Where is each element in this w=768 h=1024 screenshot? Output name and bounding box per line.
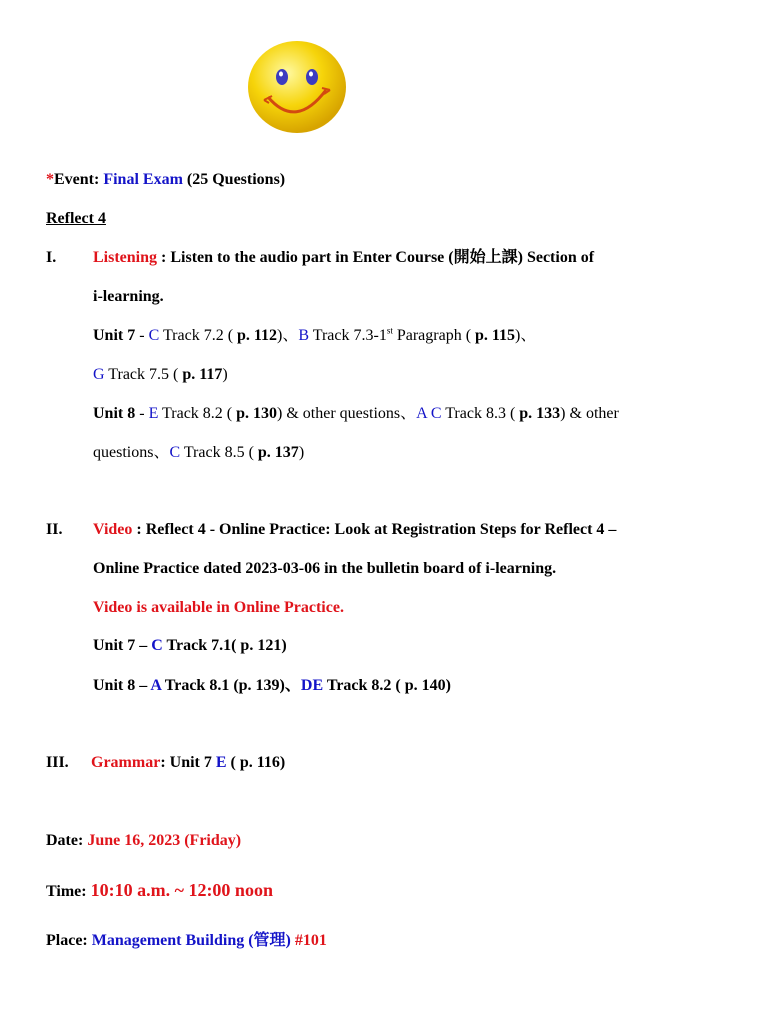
video-unit-7-c: C: [151, 637, 163, 654]
unit-7-c-page: p. 112: [237, 327, 278, 344]
place-label: Place:: [46, 932, 92, 949]
video-label: Video: [93, 521, 133, 538]
section-2-numeral: II.: [46, 521, 63, 538]
unit-8-sep: -: [135, 405, 149, 422]
listening-text-2: i-learning.: [93, 288, 164, 305]
date-label: Date:: [46, 832, 88, 849]
place-line: [46, 931, 327, 951]
unit-7-g-page: p. 117: [182, 366, 223, 383]
unit-8-c-track: Track 8.5 (: [180, 444, 258, 461]
grammar-e: E: [215, 754, 227, 771]
date-line: [46, 831, 241, 851]
smiley-face-icon: [246, 40, 348, 136]
date-value: June 16, 2023 (Friday): [87, 832, 242, 849]
unit-8-c-page: p. 137: [257, 444, 299, 461]
unit-8-ac-rest: ) & other: [560, 405, 619, 422]
video-unit-8-de: DE: [300, 677, 324, 694]
place-building: Management Building (管理): [91, 932, 291, 949]
section-3-line: [91, 753, 285, 773]
unit-8-ac: A C: [416, 405, 442, 422]
event-asterisk: *: [46, 171, 54, 188]
video-note: Video is available in Online Practice.: [93, 599, 344, 616]
video-unit-8-line: [93, 676, 451, 696]
unit-7-g-track: Track 7.5 (: [104, 366, 183, 383]
event-label: Event:: [54, 171, 104, 188]
unit-8-label: Unit 8: [93, 405, 136, 422]
unit-7-b-para: Paragraph (: [392, 327, 476, 344]
unit-8-e: E: [148, 405, 159, 422]
unit-8-e-track: Track 8.2 (: [158, 405, 237, 422]
event-line: [46, 170, 285, 190]
unit-8-c: C: [169, 444, 181, 461]
video-unit-8-de-rest: Track 8.2 ( p. 140): [323, 677, 451, 694]
video-unit-7-dash: –: [135, 637, 152, 654]
section-1-line-1: [93, 248, 594, 268]
unit-8-e-page: p. 130: [236, 405, 278, 422]
unit-7-b-close: )、: [515, 327, 537, 344]
reflect-heading: Reflect 4: [46, 210, 106, 227]
video-unit-8-a: A: [150, 677, 162, 694]
listening-unit-7-line-2: [93, 365, 228, 385]
unit-8-c-close: ): [298, 444, 305, 461]
section-2-line-1: [93, 520, 616, 540]
unit-7-g-close: ): [222, 366, 228, 383]
unit-8-e-rest: ) & other questions、: [277, 405, 417, 422]
unit-7-sep: -: [135, 327, 149, 344]
unit-7-c-close: )、: [277, 327, 299, 344]
section-1-numeral: I.: [46, 249, 57, 266]
time-value: 10:10 a.m. ~ 12:00 noon: [90, 880, 273, 900]
unit-7-c: C: [148, 327, 160, 344]
video-unit-7-label: Unit 7: [93, 637, 136, 654]
unit-8-ac-track: Track 8.3 (: [441, 405, 520, 422]
unit-8-ac-page: p. 133: [519, 405, 561, 422]
listening-label: Listening: [93, 249, 158, 266]
section-3-numeral: III.: [46, 754, 69, 771]
video-text-2: Online Practice dated 2023-03-06 in the bulletin board of i-learning.: [93, 560, 557, 577]
event-title: Final Exam: [103, 171, 183, 188]
time-line: [46, 879, 273, 903]
video-unit-8-label: Unit 8: [93, 677, 136, 694]
listening-text-1: : Listen to the audio part in Enter Course (開始上課) Section of: [157, 249, 595, 266]
unit-7-c-track: Track 7.2 (: [159, 327, 238, 344]
video-unit-7-rest: Track 7.1( p. 121): [162, 637, 287, 654]
video-unit-8-dash: –: [135, 677, 151, 694]
grammar-label: Grammar: [91, 754, 161, 771]
unit-7-b: B: [298, 327, 310, 344]
event-detail: (25 Questions): [182, 171, 286, 188]
unit-7-label: Unit 7: [93, 327, 136, 344]
grammar-unit: Unit 7: [169, 754, 216, 771]
video-unit-8-a-rest: Track 8.1 (p. 139)、: [161, 677, 301, 694]
listening-unit-7-line-1: [93, 326, 536, 346]
listening-unit-8-line-2: [93, 443, 304, 463]
listening-unit-8-line-1: [93, 404, 619, 424]
grammar-rest: ( p. 116): [226, 754, 286, 771]
place-room: #101: [290, 932, 327, 949]
unit-8-line-2-text: questions、: [93, 444, 170, 461]
unit-7-b-page: p. 115: [475, 327, 516, 344]
video-unit-7-line: [93, 636, 287, 656]
video-text-1: : Reflect 4 - Online Practice: Look at Registration Steps for Reflect 4 –: [132, 521, 617, 538]
unit-7-b-track: Track 7.3-1: [309, 327, 387, 344]
time-label: Time:: [46, 883, 91, 900]
unit-7-b-sup: st: [386, 325, 393, 336]
grammar-colon: :: [160, 754, 170, 771]
unit-7-g: G: [93, 366, 105, 383]
